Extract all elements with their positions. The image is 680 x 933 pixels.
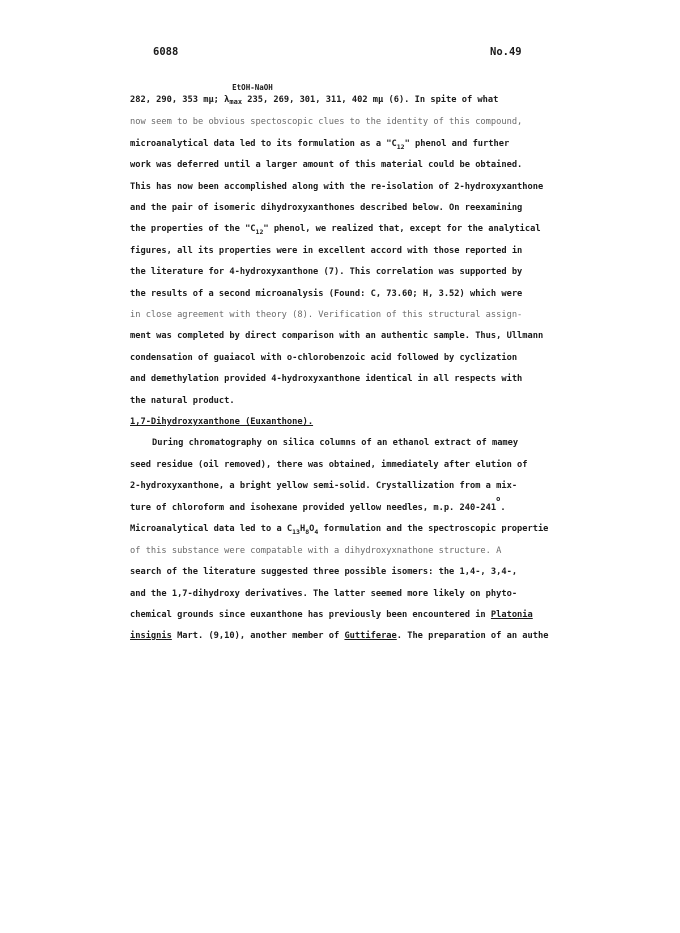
line-7-text-b: " phenol, we realized that, except for the analytical bbox=[263, 224, 541, 234]
text-line-23: and the 1,7-dihydroxy derivatives. The latter seemed more likely on phyto- bbox=[130, 589, 518, 599]
line-3-subscript: 12 bbox=[396, 143, 405, 151]
text-line-10: the results of a second microanalysis (Found: C, 73.60; H, 3.52) which were bbox=[130, 289, 523, 299]
text-line-17: seed residue (oil removed), there was obtained, immediately after elution of bbox=[130, 460, 528, 470]
text-line-2: now seem to be obvious spectoscopic clues to the identity of this compound, bbox=[130, 117, 523, 127]
line-3-text-a: microanalytical data led to its formulation as a "C bbox=[130, 139, 397, 149]
line-1-text-b: 235, 269, 301, 311, 402 mμ (6). In spite of what bbox=[242, 95, 499, 105]
line-1-text-a: 282, 290, 353 mμ; bbox=[130, 95, 225, 105]
text-line-11: in close agreement with theory (8). Verification of this structural assign- bbox=[130, 310, 523, 320]
family-name: Guttiferae bbox=[344, 631, 397, 641]
text-line-9: the literature for 4-hydroxyxanthone (7). This correlation was supported by bbox=[130, 267, 523, 277]
formula-h: H bbox=[299, 524, 306, 534]
text-line-8: figures, all its properties were in excellent accord with those reported in bbox=[130, 246, 523, 256]
degree-mark: o bbox=[496, 495, 501, 503]
text-line-5: This has now been accomplished along with the re-isolation of 2-hydroxyxanthone bbox=[130, 182, 544, 192]
text-line-7 bbox=[130, 224, 541, 234]
text-line-19 bbox=[130, 495, 506, 513]
text-line-16: During chromatography on silica columns of an ethanol extract of mamey bbox=[152, 438, 519, 448]
species-name: insignis bbox=[130, 631, 172, 641]
lambda-glyph: λ bbox=[224, 95, 230, 105]
line-7-text-a: the properties of the "C bbox=[130, 224, 256, 234]
text-line-6: and the pair of isomeric dihydroxyxanthones described below. On reexamining bbox=[130, 203, 523, 213]
line-3-text-b: " phenol and further bbox=[404, 139, 510, 149]
line-24-text-a: chemical grounds since euxanthone has previously been encountered in bbox=[130, 610, 491, 620]
text-line-13: condensation of guaiacol with o-chlorobenzoic acid followed by cyclization bbox=[130, 353, 518, 363]
text-line-4: work was deferred until a larger amount of this material could be obtained. bbox=[130, 160, 523, 170]
text-line-1 bbox=[130, 83, 499, 106]
text-line-18: 2-hydroxyxanthone, a bright yellow semi-solid. Crystallization from a mix- bbox=[130, 481, 518, 491]
line-20-text-a: Microanalytical data led to a C bbox=[130, 524, 293, 534]
section-heading: 1,7-Dihydroxyxanthone (Euxanthone). bbox=[130, 417, 314, 427]
text-line-15: the natural product. bbox=[130, 396, 235, 406]
text-line-24 bbox=[130, 610, 533, 620]
text-line-21: of this substance were compatable with a dihydroxyxnathone structure. A bbox=[130, 546, 502, 556]
text-line-22: search of the literature suggested three possible isomers: the 1,4-, 3,4-, bbox=[130, 567, 518, 577]
line-25-text-b: . The preparation of an authe bbox=[396, 631, 549, 641]
issue-number: No.49 bbox=[490, 46, 522, 58]
line-7-subscript: 12 bbox=[255, 228, 264, 236]
line-19-text-b: . bbox=[500, 503, 506, 513]
text-line-14: and demethylation provided 4-hydroxyxanthone identical in all respects with bbox=[130, 374, 523, 384]
formula-sub-3: 4 bbox=[314, 528, 319, 536]
formula-sub-1: 13 bbox=[292, 528, 300, 536]
lambda-subscript: max bbox=[229, 98, 243, 106]
lambda-max-symbol bbox=[224, 83, 273, 106]
formula-o: O bbox=[309, 524, 315, 534]
line-19-text-a: ture of chloroform and isohexane provided yellow needles, m.p. 240-241 bbox=[130, 503, 497, 513]
lambda-superscript: EtOH-NaOH bbox=[232, 83, 273, 92]
text-line-20 bbox=[130, 524, 548, 534]
line-20-text-b: formulation and the spectroscopic propertie bbox=[318, 524, 549, 534]
line-25-text-a: Mart. (9,10), another member of bbox=[171, 631, 345, 641]
text-line-25 bbox=[130, 631, 548, 641]
text-line-12: ment was completed by direct comparison with an authentic sample. Thus, Ullmann bbox=[130, 331, 544, 341]
page-number-left: 6088 bbox=[153, 46, 179, 58]
genus-name: Platonia bbox=[490, 610, 533, 620]
formula-sub-2: 8 bbox=[305, 528, 310, 536]
text-line-3 bbox=[130, 139, 509, 149]
